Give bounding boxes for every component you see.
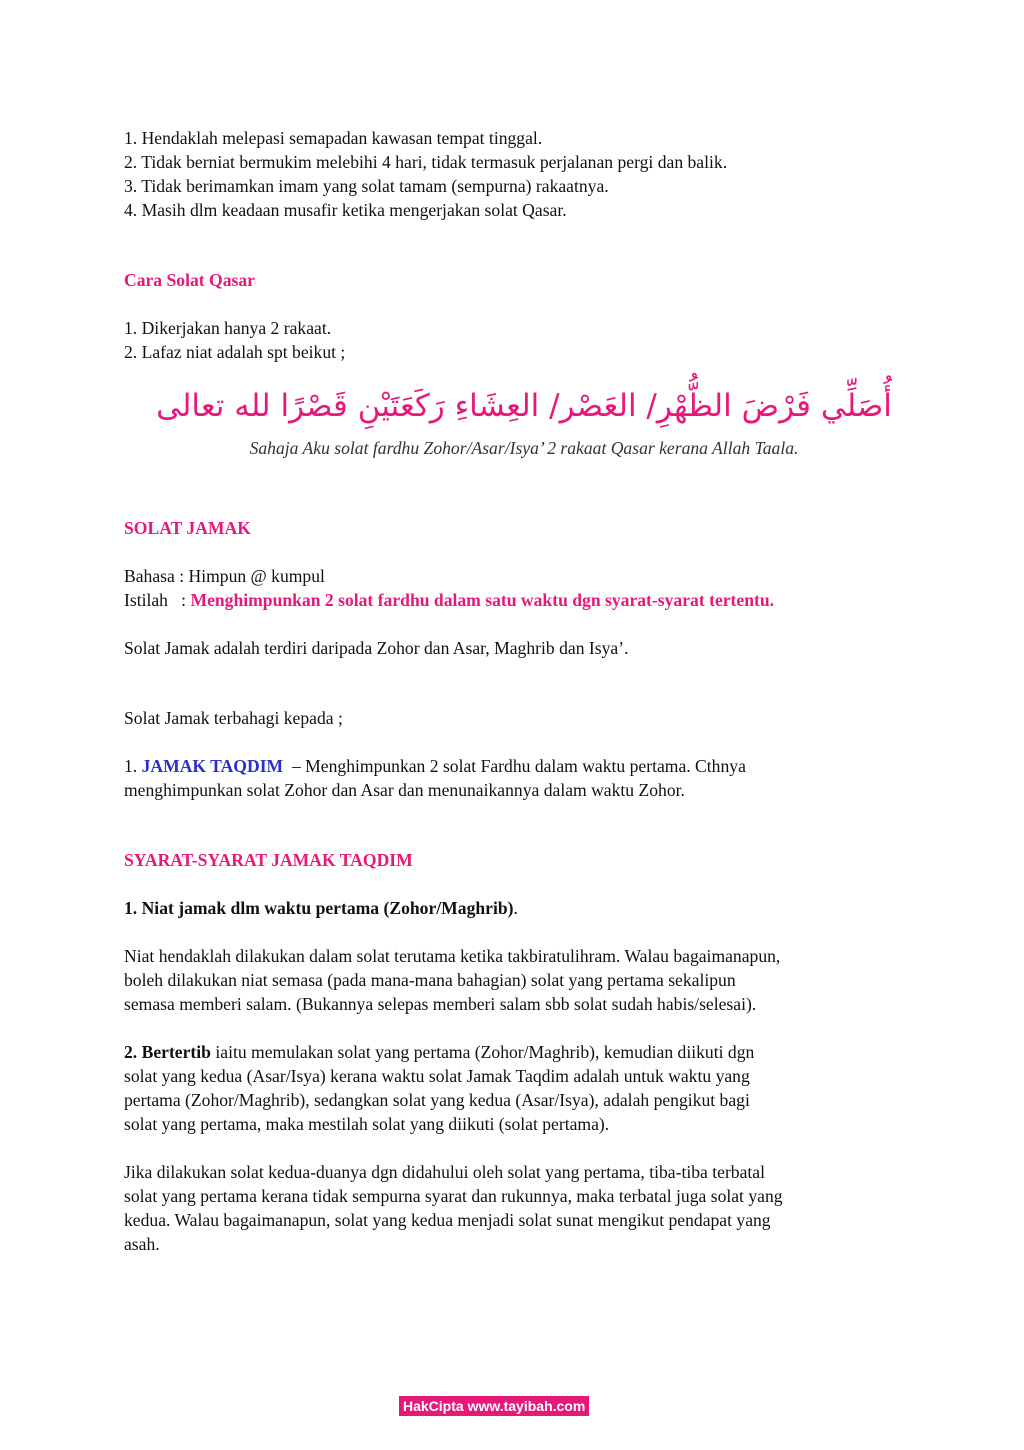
condition-2-body: solat yang pertama, maka mestilah solat yang diikuti (solat pertama). (124, 1114, 610, 1134)
condition-2-body: pertama (Zohor/Maghrib), sedangkan solat yang kedua (Asar/Isya), adalah pengikut bagi (124, 1090, 750, 1110)
closing-paragraph: Jika dilakukan solat kedua-duanya dgn didahului oleh solat yang pertama, tiba-tiba terbatal (124, 1162, 765, 1182)
list-item: 2. Lafaz niat adalah spt beikut ; (124, 342, 346, 362)
condition-2-title: 2. Bertertib (124, 1042, 211, 1062)
condition-2-first-line (124, 1040, 924, 1064)
taqdim-desc: – Menghimpunkan 2 solat Fardhu dalam waktu pertama. Cthnya (283, 756, 746, 776)
copyright-footer: HakCipta www.tayibah.com (399, 1396, 589, 1416)
istilah-value: Menghimpunkan 2 solat fardhu dalam satu waktu dgn syarat-syarat tertentu. (190, 590, 775, 610)
document-page (124, 126, 924, 1256)
section-heading-jamak: SOLAT JAMAK (124, 518, 251, 538)
jamak-division: Solat Jamak terbahagi kepada ; (124, 708, 343, 728)
list-item: 1. Hendaklah melepasi semapadan kawasan tempat tinggal. (124, 128, 543, 148)
jamak-taqdim-definition (124, 754, 924, 778)
list-item: 4. Masih dlm keadaan musafir ketika mengerjakan solat Qasar. (124, 200, 567, 220)
condition-1-body: boleh dilakukan niat semasa (pada mana-mana bahagian) solat yang pertama sekalipun (124, 970, 736, 990)
section-heading-syarat-taqdim: SYARAT-SYARAT JAMAK TAQDIM (124, 850, 413, 870)
closing-paragraph: solat yang pertama kerana tidak sempurna syarat dan rukunnya, maka terbatal juga solat yang (124, 1186, 783, 1206)
list-item: 3. Tidak berimamkan imam yang solat tamam (sempurna) rakaatnya. (124, 176, 609, 196)
istilah-label: Istilah : (124, 590, 191, 610)
list-item: 1. Dikerjakan hanya 2 rakaat. (124, 318, 332, 338)
condition-2-first-text: iaitu memulakan solat yang pertama (Zohor/Maghrib), kemudian diikuti dgn (210, 1042, 755, 1062)
condition-1-title-text: 1. Niat jamak dlm waktu pertama (Zohor/Maghrib) (124, 898, 514, 918)
definition-istilah (124, 588, 924, 612)
jamak-composition: Solat Jamak adalah terdiri daripada Zohor dan Asar, Maghrib dan Isya’. (124, 638, 629, 658)
closing-paragraph: asah. (124, 1234, 160, 1254)
condition-1-title (124, 896, 924, 920)
taqdim-number: 1. (124, 756, 142, 776)
section-heading-cara-qasar: Cara Solat Qasar (124, 270, 255, 290)
taqdim-desc-cont: menghimpunkan solat Zohor dan Asar dan menunaikannya dalam waktu Zohor. (124, 780, 685, 800)
intention-translation: Sahaja Aku solat fardhu Zohor/Asar/Isya’ 2 rakaat Qasar kerana Allah Taala. (249, 438, 799, 458)
definition-bahasa: Bahasa : Himpun @ kumpul (124, 566, 325, 586)
list-item: 2. Tidak berniat bermukim melebihi 4 hari, tidak termasuk perjalanan pergi dan balik. (124, 152, 728, 172)
condition-1-body: Niat hendaklah dilakukan dalam solat terutama ketika takbiratulihram. Walau bagaimanapun, (124, 946, 781, 966)
condition-1-period: . (513, 898, 518, 918)
conditions-list (124, 126, 924, 222)
condition-2-body: solat yang kedua (Asar/Isya) kerana waktu solat Jamak Taqdim adalah untuk waktu yang (124, 1066, 750, 1086)
closing-paragraph: kedua. Walau bagaimanapun, solat yang kedua menjadi solat sunat mengikut pendapat yang (124, 1210, 771, 1230)
arabic-intention-text: أُصَلِّي فَرْضَ الظُّهْرِ/ العَصْر/ العِشَاءِ رَكَعَتَيْنِ قَصْرًا لله تعالى (156, 388, 892, 424)
condition-1-body: semasa memberi salam. (Bukannya selepas memberi salam sbb solat sudah habis/selesai). (124, 994, 757, 1014)
taqdim-term: JAMAK TAQDIM (141, 756, 284, 776)
